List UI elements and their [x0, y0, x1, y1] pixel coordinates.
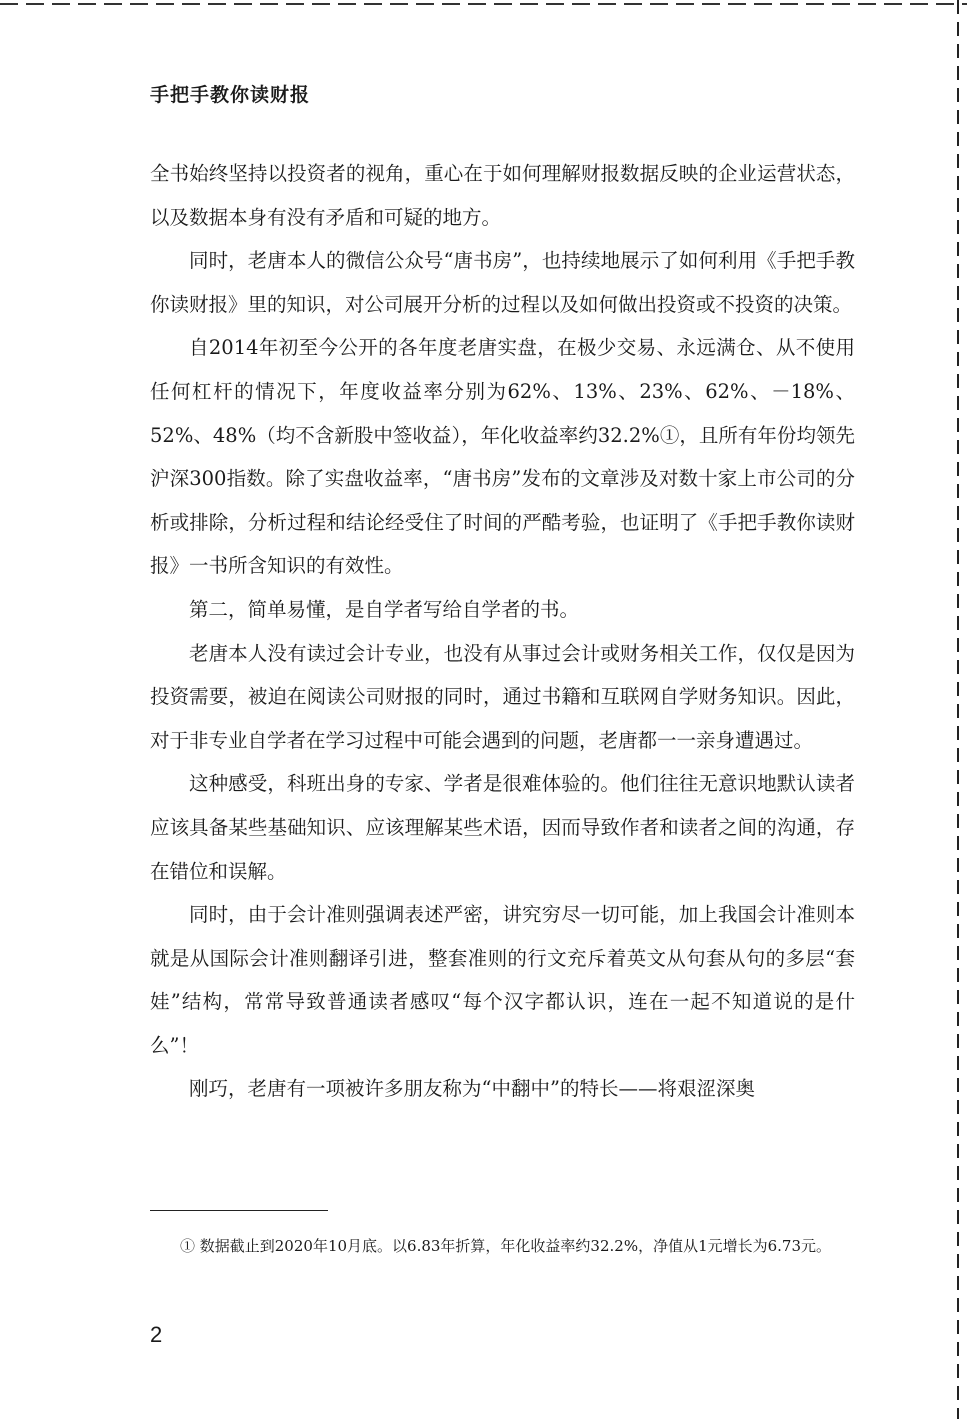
paragraph-4: 第二，简单易懂，是自学者写给自学者的书。 [189, 597, 580, 621]
footnote-divider [150, 1210, 328, 1211]
page-number: 2 [150, 1322, 163, 1347]
body-text [150, 152, 855, 1111]
footnote: ① 数据截止到2020年10月底。以6.83年折算，年化收益率约32.2%，净值从1元增长为6.73元。 [180, 1237, 832, 1255]
paragraph-5: 老唐本人没有读过会计专业，也没有从事过会计或财务相关工作，仅仅是因为投资需要，被迫在阅读公司财报的同时，通过书籍和互联网自学财务知识。因此，对于非专业自学者在学习过程中可能会遇到的问题，老唐都一一亲身遭遇过。 [150, 641, 855, 752]
paragraph-1: 全书始终坚持以投资者的视角，重心在于如何理解财报数据反映的企业运营状态，以及数据本身有没有矛盾和可疑的地方。 [150, 162, 855, 229]
paragraph-7: 同时，由于会计准则强调表述严密，讲究穷尽一切可能，加上我国会计准则本就是从国际会计准则翻译引进，整套准则的行文充斥着英文从句套从句的多层“套娃”结构，常常导致普通读者感叹“每个汉字都认识，连在一起不知道说的是什么”！ [150, 903, 855, 1057]
running-header: 手把手教你读财报 [150, 84, 311, 106]
paragraph-8: 刚巧，老唐有一项被许多朋友称为“中翻中”的特长——将艰涩深奥 [189, 1077, 755, 1101]
scan-edge-top [0, 3, 967, 5]
scan-edge-right [957, 0, 959, 1419]
paragraph-3: 自2014年初至今公开的各年度老唐实盘，在极少交易、永远满仓、从不使用任何杠杆的情况下，年度收益率分别为62%、13%、23%、62%、－18%、52%、48%（均不含新股中签收益），年化收益率约32.2%①，且所有年份均领先沪深300指数。除了实盘收益率，“唐书房”发布的文章涉及对数十家上市公司的分析或排除，分析过程和结论经受住了时间的严酷考验，也证明了《手把手教你读财报》一书所含知识的有效性。 [150, 336, 855, 578]
paragraph-6: 这种感受，科班出身的专家、学者是很难体验的。他们往往无意识地默认读者应该具备某些基础知识、应该理解某些术语，因而导致作者和读者之间的沟通，存在错位和误解。 [150, 772, 855, 883]
paragraph-2: 同时，老唐本人的微信公众号“唐书房”，也持续地展示了如何利用《手把手教你读财报》里的知识，对公司展开分析的过程以及如何做出投资或不投资的决策。 [150, 249, 855, 316]
